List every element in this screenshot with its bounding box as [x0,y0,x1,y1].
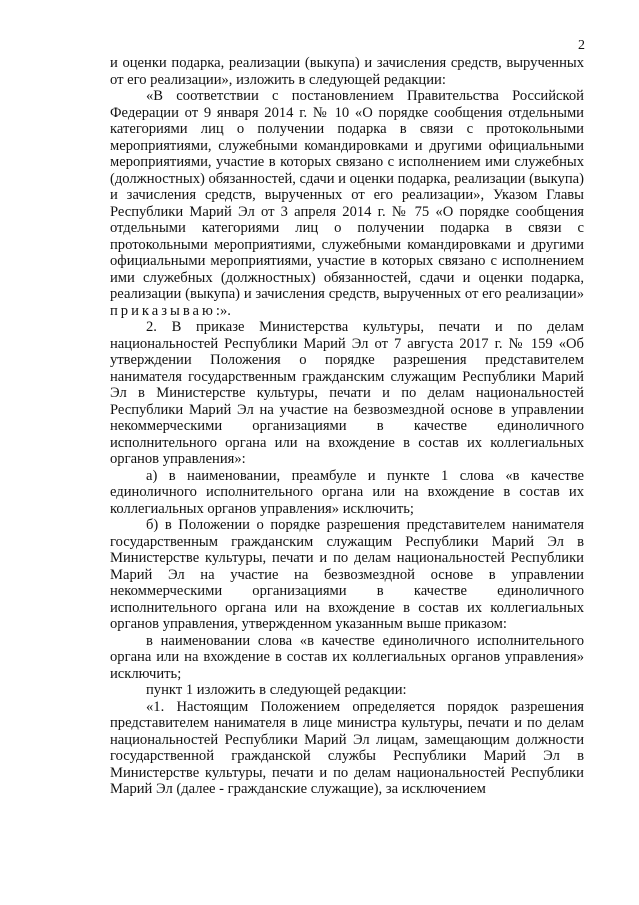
paragraph: пункт 1 изложить в следующей редакции: [146,682,407,698]
paragraph: 2. В приказе Министерства культуры, печати и по делам национальностей Республики Марий Эл от 7 августа 2017 г. № 159 «Об утверждении Положения о порядке разрешения представителем нанимателя государственным гражданским служащим Республики Марий Эл в Министерстве культуры, печати и по делам национальностей Республики Марий Эл на участие на безвозмездной основе в управлении некоммерческими организациями в качестве единоличного исполнительного органа или на вхождение в состав их коллегиальных органов управления»: [110,319,584,467]
paragraph [110,88,584,319]
paragraph-text: «В соответствии с постановлением Правительства Российской Федерации от 9 января 2014 г. № 10 «О порядке сообщения отдельными категориями лиц о получении подарка в связи с протокольными мероприятиями, служебными командировками и другими официальными мероприятиями, участие в которых связано с исполнением ими служебных (должностных) обязанностей, сдачи и оценки подарка, реализации (выкупа) и зачисления средств, вырученных от его реализации», Указом Главы Республики Марий Эл от 3 апреля 2014 г. № 75 «О порядке сообщения отдельными категориями лиц о получении подарка в связи с протокольными мероприятиями, служебными командировками и другими официальными мероприятиями, участие в которых связано с исполнением ими служебных (должностных) обязанностей, сдачи и оценки подарка, реализации (выкупа) и зачисления средств, вырученных от его реализации» [110,88,584,302]
page-number: 2 [578,38,585,53]
paragraph-tail: :». [215,302,231,319]
paragraph: и оценки подарка, реализации (выкупа) и зачисления средств, вырученных от его реализации», изложить в следующей редакции: [110,55,584,88]
order-word: приказываю [110,302,216,319]
paragraph: «1. Настоящим Положением определяется порядок разрешения представителем нанимателя в лице министра культуры, печати и по делам национальностей Республики Марий Эл лицам, замещающим должности государственной гражданской службы Республики Марий Эл в Министерстве культуры, печати и по делам национальностей Республики Марий Эл (далее - гражданские служащие), за исключением [110,698,584,797]
paragraph: б) в Положении о порядке разрешения представителем нанимателя государственным гражданским служащим Республики Марий Эл в Министерстве культуры, печати и по делам национальностей Республики Марий Эл на участие на безвозмездной основе в управлении некоммерческими организациями в качестве единоличного исполнительного органа или на вхождение в состав их коллегиальных органов управления, утвержденном указанным выше приказом: [110,517,584,632]
paragraph: а) в наименовании, преамбуле и пункте 1 слова «в качестве единоличного исполнительного органа или на вхождение в состав их коллегиальных органов управления» исключить; [110,467,584,517]
document-body [110,55,584,798]
paragraph: в наименовании слова «в качестве единоличного исполнительного органа или на вхождение в состав их коллегиальных органов управления» исключить; [110,632,584,682]
